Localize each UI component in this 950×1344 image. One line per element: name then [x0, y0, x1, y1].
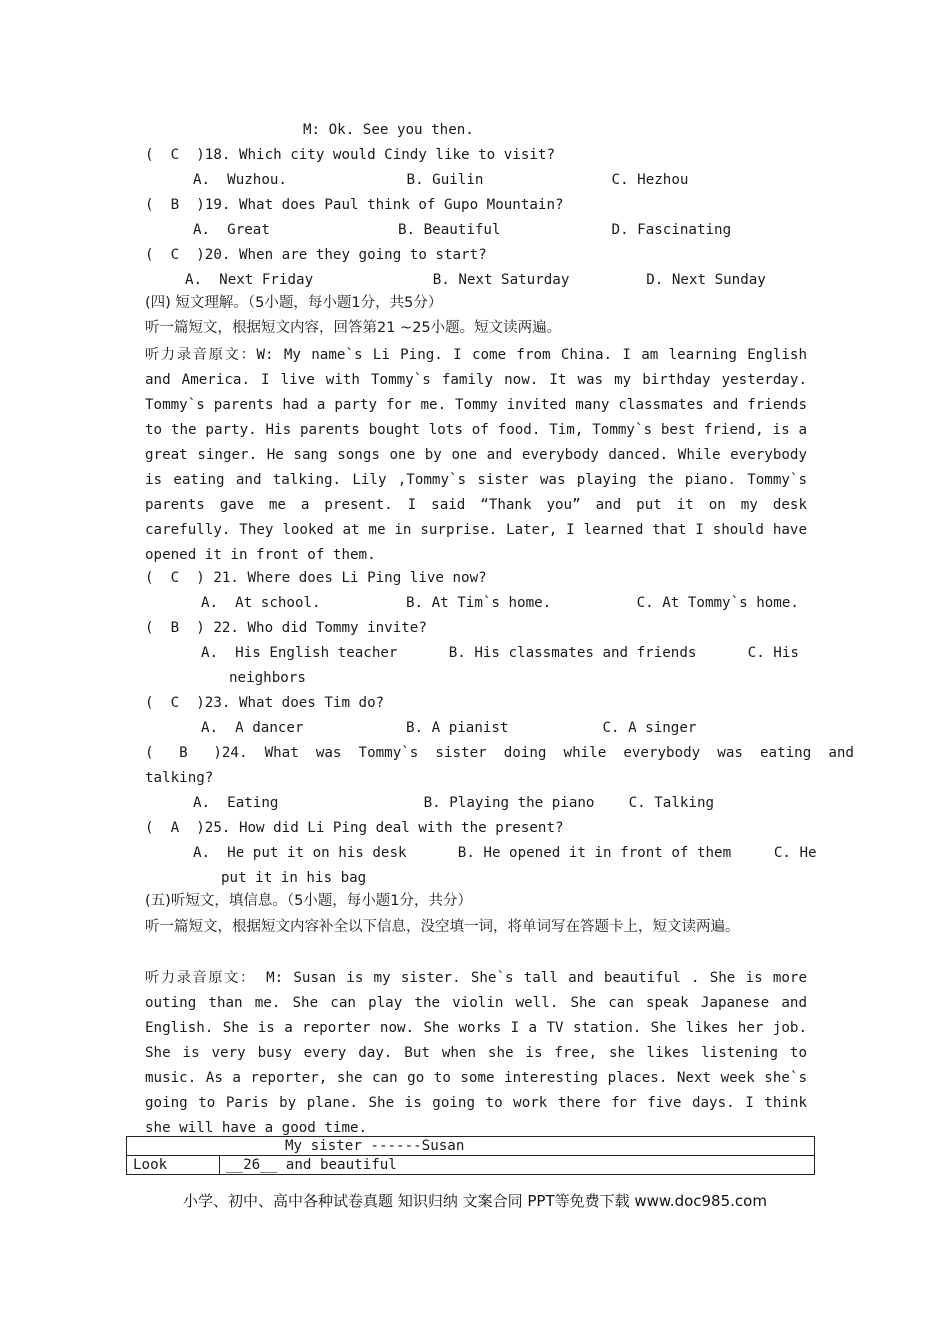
question-20: ( C )20. When are they going to start? — [145, 247, 487, 263]
question-21: ( C ) 21. Where does Li Ping live now? — [145, 570, 487, 586]
question-25-options-cont: put it in his bag — [221, 870, 367, 886]
question-21-options: A. At school. B. At Tim`s home. C. At Tommy`s home. — [201, 595, 799, 611]
listening-transcript-1: 听力录音原文：W: My name`s Li Ping. I come from China. I am learning English and America. I live with Tommy`s family now. It was my birthday yesterday. Tommy`s parents had a party for me. Tommy invited many classmates and friends to the party. His parents bought lots of food. Tim, Tommy`s best friend, is a great singer. He sang songs one by one and everybody danced. While everybody is eating and talking. Lily ,Tommy`s sister was playing the piano. Tommy`s parents gave me a present. I said “Thank you” and put it on my desk carefully. They looked at me in surprise. Later, I learned that I should have opened it in front of them. — [145, 347, 807, 563]
section-5-instructions: 听一篇短文，根据短文内容补全以下信息，没空填一词，将单词写在答题卡上，短文读两遍。 — [145, 919, 740, 935]
section-4-instructions: 听一篇短文，根据短文内容，回答第21 ~25小题。短文读两遍。 — [145, 320, 562, 336]
question-19: ( B )19. What does Paul think of Gupo Mountain? — [145, 197, 564, 213]
question-22-options: A. His English teacher B. His classmates and friends C. His — [201, 645, 799, 661]
question-25-options: A. He put it on his desk B. He opened it in front of them C. He — [193, 845, 817, 861]
question-19-options: A. Great B. Beautiful D. Fascinating — [193, 222, 732, 238]
question-23: ( C )23. What does Tim do? — [145, 695, 385, 711]
question-20-options: A. Next Friday B. Next Saturday D. Next Sunday — [185, 272, 766, 288]
listening-transcript-2: 听力录音原文： M: Susan is my sister. She`s tall and beautiful . She is more outing than me. She can play the violin well. She can speak Japanese and English. She is a reporter now. She works I a TV station. She likes her job. She is very busy every day. But when she is free, she likes listening to music. As a reporter, she can go to some interesting places. Next week she`s going to Paris by plane. She is going to work there for five days. I think she will have a good time. — [145, 970, 807, 1136]
question-24-cont: talking? — [145, 770, 214, 786]
question-24-options: A. Eating B. Playing the piano C. Talking — [193, 795, 715, 811]
table-header-row — [127, 1137, 815, 1156]
section-4-heading: (四) 短文理解。（5小题，每小题1分，共5分） — [145, 295, 443, 311]
info-table — [126, 1136, 815, 1175]
dialogue-line: M: Ok. See you then. — [303, 122, 474, 138]
question-25: ( A )25. How did Li Ping deal with the present? — [145, 820, 564, 836]
table-cell-label: Look — [127, 1156, 220, 1175]
question-22-options-cont: neighbors — [229, 670, 306, 686]
question-18: ( C )18. Which city would Cindy like to visit? — [145, 147, 555, 163]
question-23-options: A. A dancer B. A pianist C. A singer — [201, 720, 697, 736]
question-22: ( B ) 22. Who did Tommy invite? — [145, 620, 427, 636]
page-footer: 小学、初中、高中各种试卷真题 知识归纳 文案合同 PPT等免费下载 www.doc985.com — [183, 1192, 767, 1210]
section-5-heading: (五)听短文，填信息。（5小题，每小题1分，共分） — [145, 893, 473, 909]
question-18-options: A. Wuzhou. B. Guilin C. Hezhou — [193, 172, 689, 188]
table-cell-value: __26__ and beautiful — [220, 1156, 815, 1175]
question-24: ( B )24. What was Tommy`s sister doing while everybody was eating and — [145, 745, 854, 761]
table-header: My sister ------Susan — [127, 1137, 815, 1156]
table-row — [127, 1156, 815, 1175]
